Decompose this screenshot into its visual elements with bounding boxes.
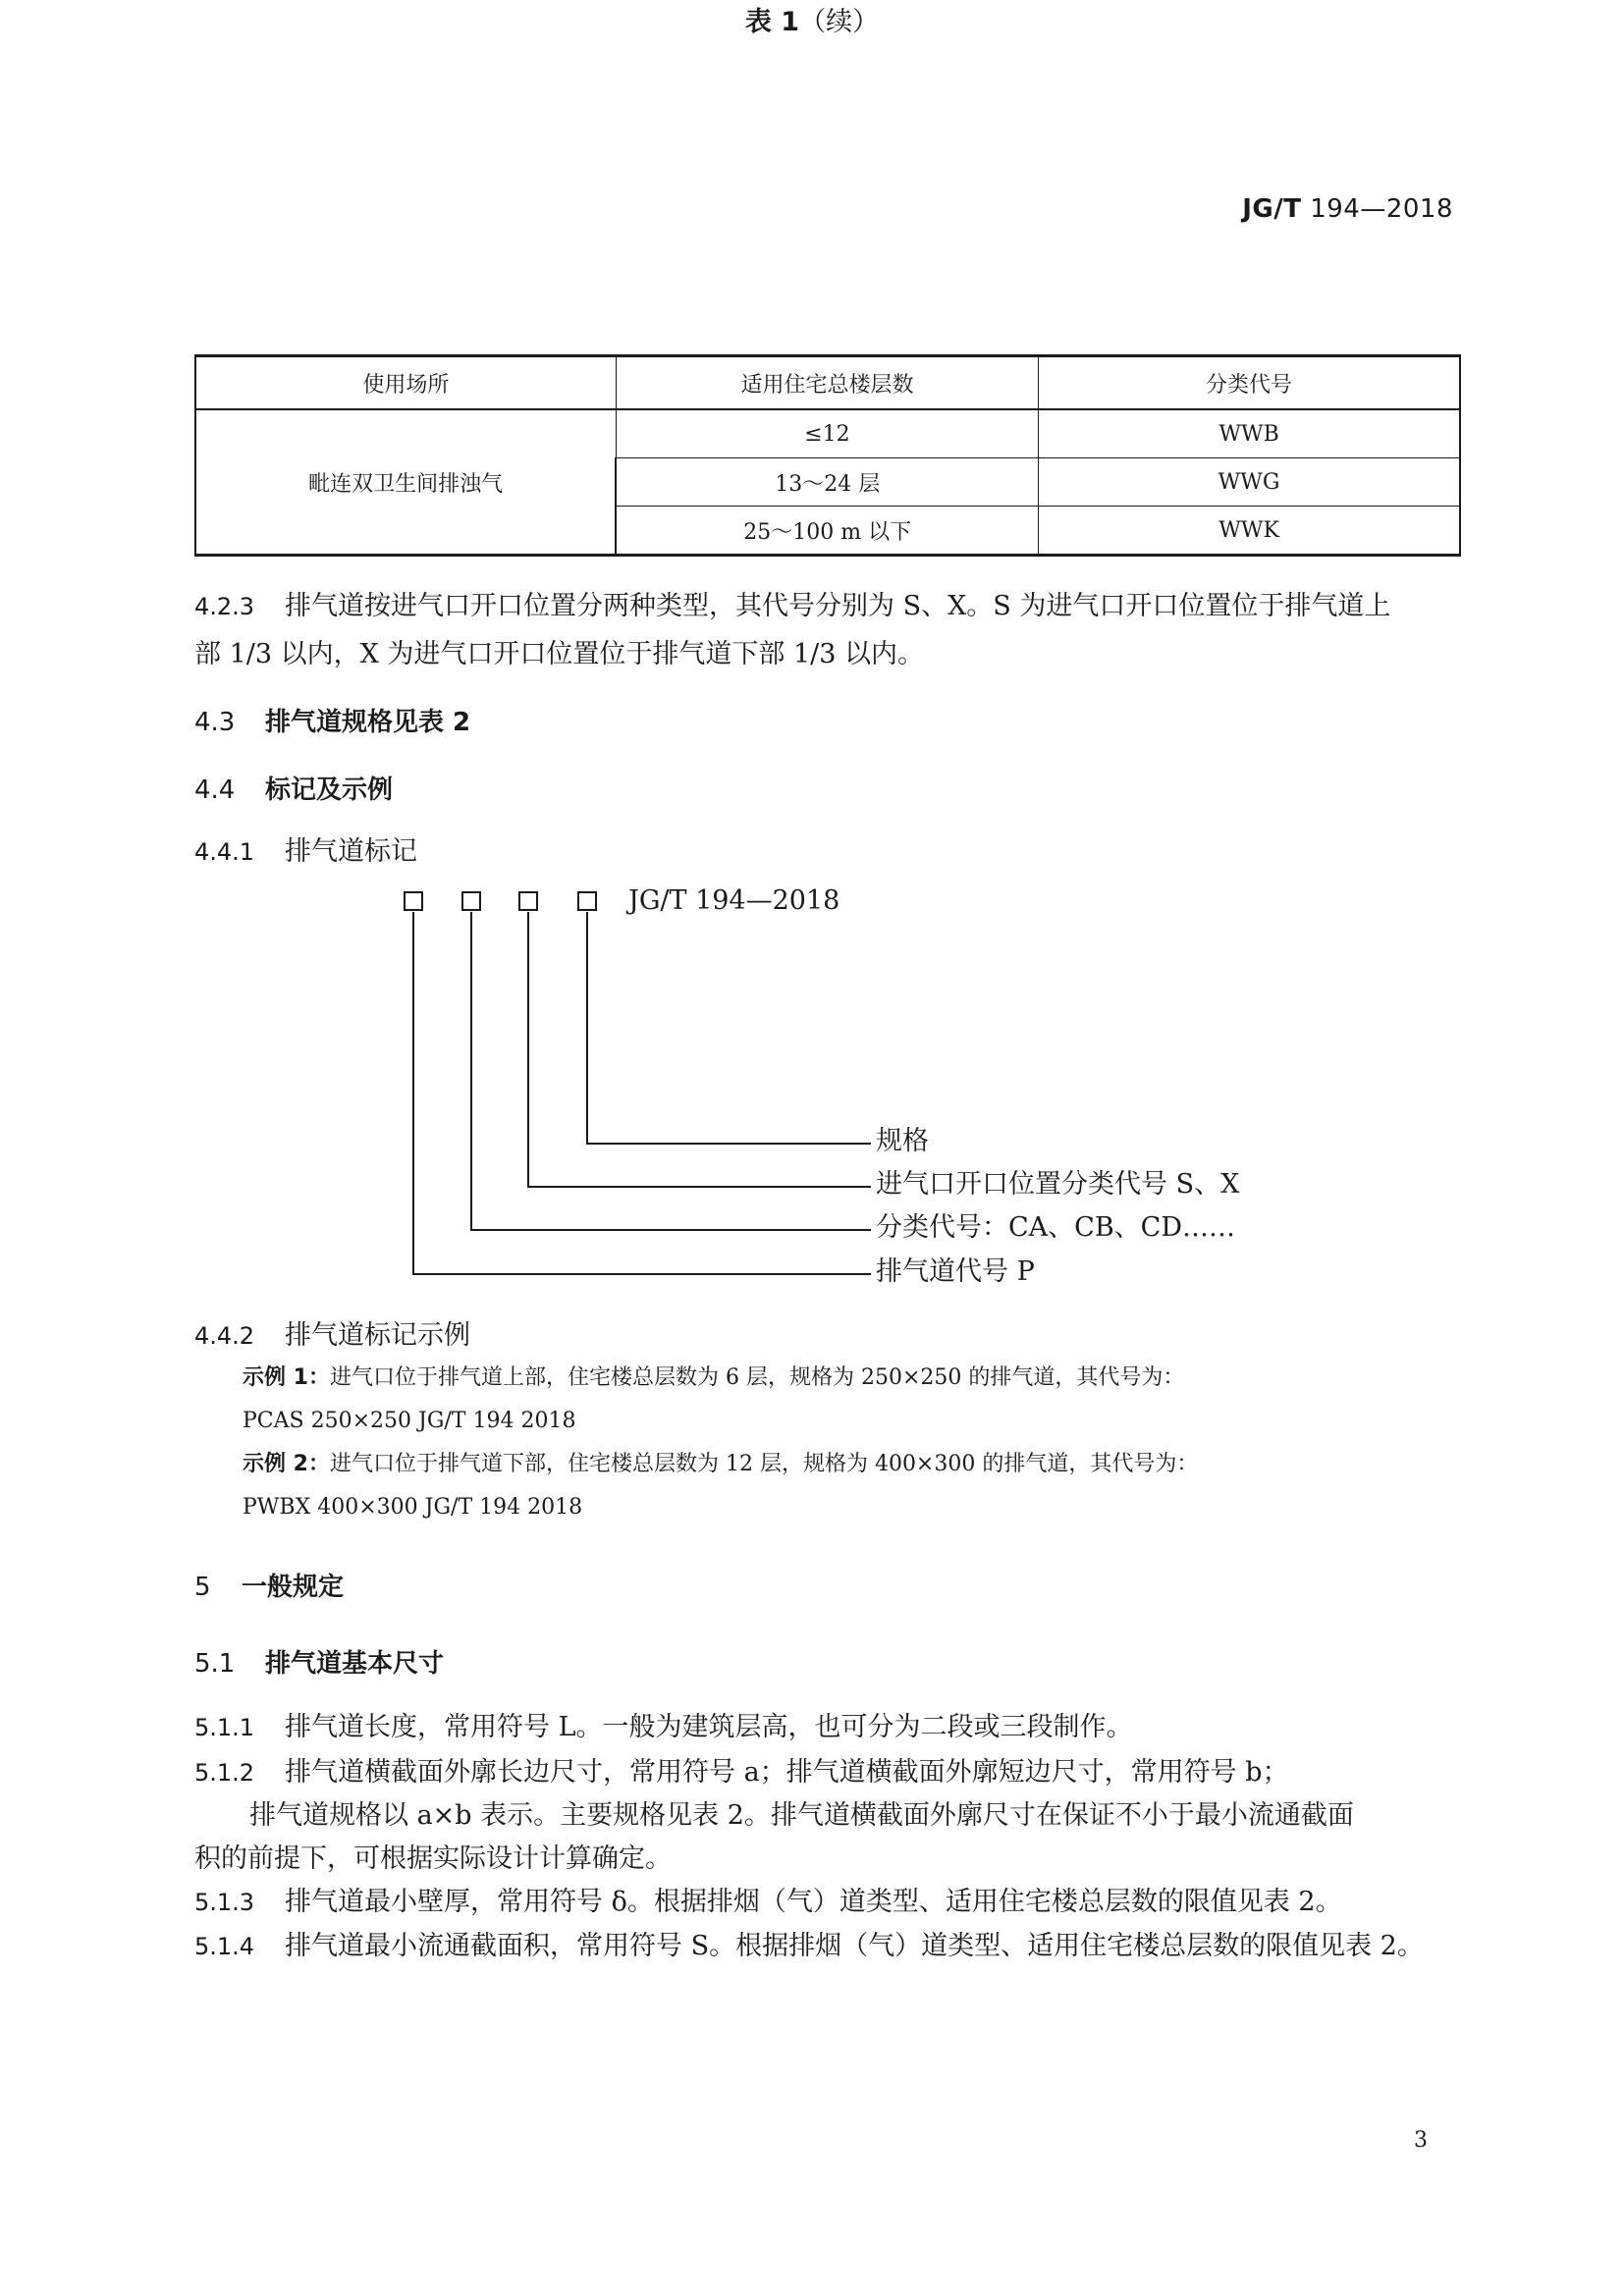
- mark-label-class: 分类代号：CA、CB、CD……: [876, 1212, 1235, 1243]
- mark-label-position: 进气口开口位置分类代号 S、X: [876, 1169, 1240, 1200]
- example-2-code: PWBX 400×300 JG/T 194 2018: [243, 1495, 583, 1520]
- table-title-label: 表 1: [744, 7, 800, 37]
- clause-text: 排气道长度，常用符号 L。一般为建筑层高，也可分为二段或三段制作。: [285, 1712, 1133, 1742]
- clause-title: 排气道标记: [285, 836, 417, 867]
- column-header: 分类代号: [1039, 356, 1460, 410]
- connector-line-p: [413, 912, 871, 1274]
- clause-number: 5.1.2: [194, 1759, 255, 1787]
- mark-label-p: 排气道代号 P: [876, 1256, 1035, 1287]
- section-number: 4.4: [194, 775, 236, 805]
- example-description: 进气口位于排气道上部，住宅楼总层数为 6 层，规格为 250×250 的排气道，其代号为：: [329, 1365, 1185, 1390]
- table-title-suffix: （续）: [799, 7, 880, 37]
- page-number: 3: [1414, 2128, 1428, 2153]
- clause-5-1-2: [194, 1749, 1289, 1796]
- example-label: 示例 2：: [243, 1452, 330, 1476]
- column-header: 适用住宅总楼层数: [616, 356, 1038, 410]
- clause-5-1-2-para2-line2: 积的前提下，可根据实际设计计算确定。: [194, 1843, 672, 1874]
- section-number: 5.1: [194, 1649, 236, 1679]
- standard-code-number: 194—2018: [1310, 194, 1453, 224]
- column-header: 使用场所: [195, 356, 616, 410]
- table-cell-code: WWG: [1039, 458, 1460, 507]
- clause-text: 排气道横截面外廓长边尺寸，常用符号 a；排气道横截面外廓短边尺寸，常用符号 b；: [285, 1757, 1289, 1788]
- clause-title: 排气道标记示例: [285, 1320, 470, 1351]
- clause-number: 4.4.2: [194, 1322, 255, 1350]
- section-title: 排气道规格见表 2: [265, 708, 471, 737]
- mark-standard-code: JG/T 194—2018: [628, 885, 840, 916]
- example-label: 示例 1：: [243, 1365, 330, 1390]
- clause-text: 排气道最小壁厚，常用符号 δ。根据排烟（气）道类型、适用住宅楼总层数的限值见表 2。: [285, 1887, 1342, 1917]
- mark-label-spec: 规格: [876, 1126, 929, 1156]
- table-cell-place: 毗连双卫生间排浊气: [195, 409, 616, 556]
- standard-code-prefix: JG/T: [1242, 194, 1302, 224]
- clause-text: 排气道按进气口开口位置分两种类型，其代号分别为 S、X。S 为进气口开口位置位于排气道上: [285, 591, 1391, 621]
- section-title: 一般规定: [242, 1573, 345, 1602]
- clause-5-1-1: [194, 1704, 1133, 1751]
- section-title: 标记及示例: [265, 775, 394, 805]
- clause-4-2-3-line2: 部 1/3 以内，X 为进气口开口位置位于排气道下部 1/3 以内。: [194, 639, 925, 669]
- connector-line-position: [528, 912, 871, 1187]
- section-title: 排气道基本尺寸: [265, 1649, 445, 1679]
- clause-number: 5.1.3: [194, 1889, 255, 1916]
- clause-number: 4.4.1: [194, 838, 255, 866]
- clause-number: 5.1.4: [194, 1933, 255, 1960]
- clause-5-1-4: [194, 1923, 1424, 1970]
- clause-text: 排气道最小流通截面积，常用符号 S。根据排烟（气）道类型、适用住宅楼总层数的限值见表 2。: [285, 1931, 1424, 1961]
- section-5-heading: [194, 1567, 344, 1603]
- clause-5-1-3: [194, 1879, 1342, 1926]
- clause-5-1-2-para2-line1: 排气道规格以 a×b 表示。主要规格见表 2。排气道横截面外廓尺寸在保证不小于最小流通截面: [249, 1800, 1354, 1831]
- example-description: 进气口位于排气道下部，住宅楼总层数为 12 层，规格为 400×300 的排气道，其代号为：: [329, 1452, 1199, 1476]
- example-2-text: [243, 1445, 1198, 1484]
- connector-line-class: [471, 912, 871, 1230]
- clause-number: 5.1.1: [194, 1714, 255, 1741]
- table-cell-floors: 13～24 层: [616, 458, 1038, 507]
- section-number: 5: [194, 1573, 211, 1602]
- clause-number: 4.2.3: [194, 593, 255, 620]
- connector-line-spec: [587, 912, 871, 1144]
- table-cell-code: WWK: [1039, 507, 1460, 556]
- table-cell-floors: 25～100 m 以下: [616, 507, 1038, 556]
- example-1-text: [243, 1359, 1184, 1398]
- table-cell-floors: ≤12: [616, 409, 1038, 458]
- clause-4-4-2-heading: [194, 1312, 470, 1360]
- section-5-1-heading: [194, 1643, 444, 1680]
- example-1-code: PCAS 250×250 JG/T 194 2018: [243, 1409, 576, 1433]
- section-number: 4.3: [194, 708, 236, 737]
- table-cell-code: WWB: [1039, 409, 1460, 458]
